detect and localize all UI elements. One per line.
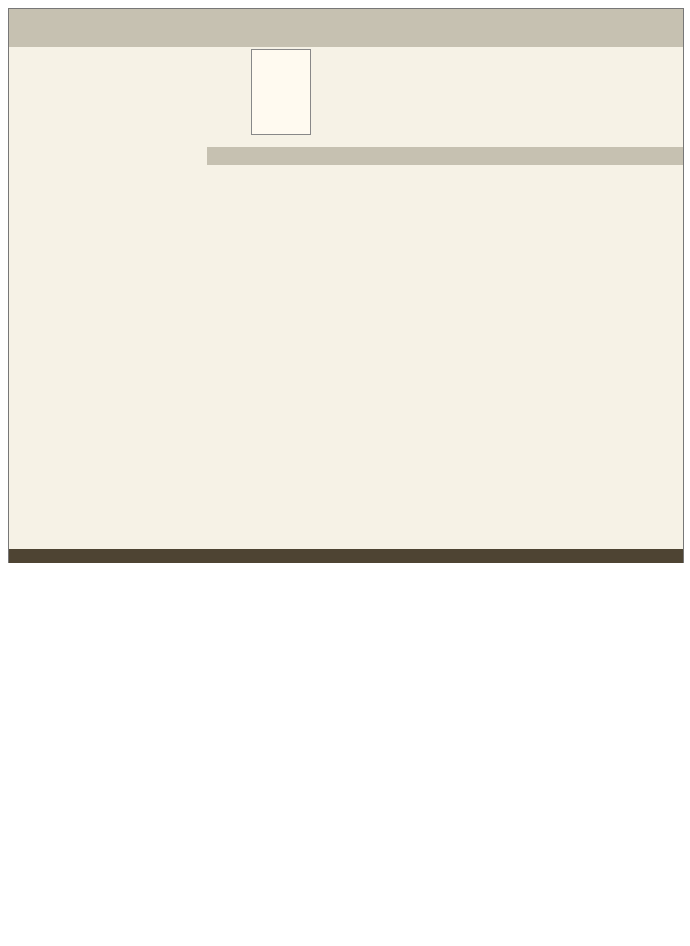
header-band [9,9,683,47]
prop-seats-header-band [207,147,311,165]
footer-bar [9,549,683,563]
big-seats-box [251,49,311,135]
results-panel [8,8,684,563]
prop-votes-header-band [311,147,683,165]
